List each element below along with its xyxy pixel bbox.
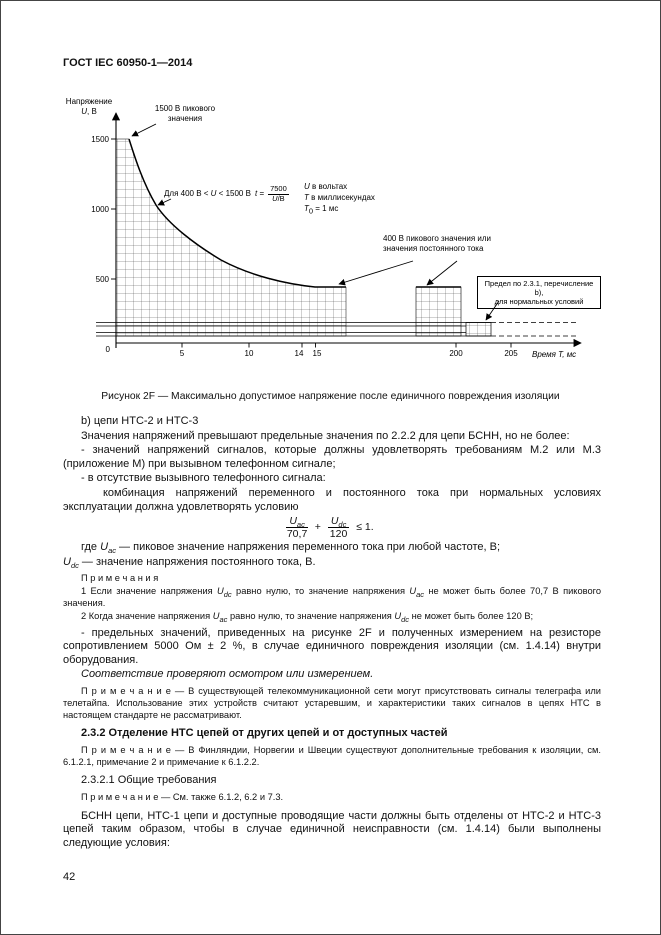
x-tick-label: 14 <box>294 349 304 358</box>
text-run: < 1500 В <box>216 189 251 198</box>
text-run: U <box>63 555 71 568</box>
text-run: значения <box>167 114 203 123</box>
text-run: где <box>81 541 101 554</box>
heading-2-3-2-1: 2.3.2.1 Общие требования <box>81 774 217 787</box>
list-item: - значений напряжений сигналов, которые должны удовлетворять требованиям М.2 или М.3 (приложение М) при вызывном телефонном сигнале; <box>63 444 601 470</box>
y-axis-title <box>61 97 117 117</box>
text-run: U <box>289 515 297 528</box>
operator: + <box>314 520 321 533</box>
operator: ≤ 1. <box>356 520 374 533</box>
x-tick-label: 15 <box>312 349 322 358</box>
x-axis-title: Время Т, мс <box>532 350 577 359</box>
text-run <box>304 192 375 203</box>
fraction <box>286 515 308 540</box>
definition-uac <box>63 541 601 555</box>
text-run: 400 В пикового значения или <box>383 234 492 243</box>
text-run: значения постоянного тока <box>383 244 484 253</box>
text-run: равно нулю, то значение напряжения <box>231 586 410 597</box>
text-run: t = <box>254 189 265 198</box>
y-tick-label: 0 <box>105 345 110 354</box>
text-run: dc <box>401 614 410 624</box>
paragraph: Значения напряжений превышают предельные значения по 2.2.2 для цепи БСНН, но не более: <box>81 429 570 442</box>
text-run: , В <box>87 107 97 116</box>
level-400-arrow-left <box>339 261 413 284</box>
text-run: dc <box>338 520 347 530</box>
text-run: 0 <box>308 206 314 216</box>
text-run: Для 400 В < <box>164 189 211 198</box>
note-see-also: П р и м е ч а н и е — См. также 6.1.2, 6.2 и 7.3. <box>81 792 284 803</box>
text-run: U <box>212 610 220 621</box>
document-header: ГОСТ IEC 60950-1—2014 <box>63 57 193 69</box>
text-run: U <box>210 189 217 198</box>
text-run: ac <box>219 614 228 624</box>
note-finland: П р и м е ч а н и е — В Финляндии, Норвегии и Швеции существуют дополнительные требования к изоляции, см. 6.1.2.1, примечание 2 и примечание к 6.1.2.2. <box>63 744 601 767</box>
fraction-denominator: 120 <box>329 528 348 541</box>
item-b-title: b) цепи НТС-2 и НТС-3 <box>81 415 199 427</box>
voltage-condition-formula <box>63 515 601 540</box>
x-tick-label: 205 <box>504 349 518 358</box>
fraction-denominator <box>272 195 285 204</box>
notes-title: П р и м е ч а н и я <box>81 573 159 584</box>
fraction-numerator <box>328 515 350 528</box>
text-run: dc <box>70 560 79 570</box>
fraction <box>268 185 289 203</box>
figure-caption: Рисунок 2F — Максимально допустимое напряжение после единичного повреждения изоляции <box>101 391 560 402</box>
peak-arrow <box>132 124 156 136</box>
text-run: в вольтах <box>309 182 348 191</box>
note-1 <box>63 586 601 610</box>
compliance-statement: Соответствие проверяют осмотром или измерением. <box>81 668 374 681</box>
text-run: U <box>304 182 310 191</box>
normal-conditions-limit-box <box>477 276 601 309</box>
text-run: для нормальных условий <box>494 297 584 306</box>
text-run: U <box>330 515 339 528</box>
text-run: U <box>217 586 224 597</box>
fraction-denominator: 70,7 <box>286 528 308 541</box>
peak-1500v-annotation <box>137 104 233 124</box>
note-2 <box>63 611 601 623</box>
text-run: — значение напряжения постоянного тока, В. <box>78 555 316 568</box>
text-run: равно нулю, то значение напряжения <box>227 610 395 621</box>
x-tick-label: 5 <box>179 349 185 358</box>
y-axis-title-line2 <box>61 107 117 117</box>
text-run: = 1 мс <box>313 204 339 213</box>
fraction <box>328 515 350 540</box>
hatched-region-normal-limit <box>466 323 491 337</box>
paragraph: комбинация напряжений переменного и постоянного тока при нормальных условиях эксплуатации должна удовлетворять условию <box>63 486 601 513</box>
figure-2f <box>61 93 606 385</box>
text-run: Предел по 2.3.1, перечисление b), <box>484 279 594 297</box>
text-run: в миллисекундах <box>308 193 375 202</box>
definition-udc <box>63 556 601 570</box>
y-tick-label: 1000 <box>91 205 109 214</box>
note-telegraph: П р и м е ч а н и е — В существующей телекоммуникационной сети могут присутствовать сигналы телеграфа или телетайпа. Использование этих устройств считают устаревшим, и характеристики таких сигналов в цепях НТС в настоящем стандарте не рассматривают. <box>63 685 601 720</box>
y-tick-label: 500 <box>95 275 109 284</box>
text-run: 1500 В пикового <box>154 104 216 113</box>
x-tick-label: 10 <box>244 349 254 358</box>
level-400-arrow-right <box>427 261 457 285</box>
heading-2-3-2: 2.3.2 Отделение НТС цепей от других цепей и от доступных частей <box>81 727 448 740</box>
hatched-region-200ms <box>416 287 461 336</box>
list-item: - предельных значений, приведенных на рисунке 2F и полученных измерением на резисторе сопротивлением 5000 Ом ± 2 %, в случае единичного повреждения изоляции (см. 1.4.14) внутри оборудования. <box>63 626 601 666</box>
body-text <box>63 415 601 852</box>
text-run: U <box>81 107 87 116</box>
text-run: U <box>100 541 109 554</box>
hatched-region-main <box>116 139 346 336</box>
text-run: ac <box>416 590 424 599</box>
y-axis-title-line1: Напряжение <box>65 97 113 106</box>
text-run <box>304 203 375 214</box>
text-run: не может быть более 120 В; <box>409 610 534 621</box>
x-tick-label: 200 <box>449 349 463 358</box>
fraction-numerator: 7500 <box>270 184 287 193</box>
units-annotation <box>304 181 375 214</box>
page-number: 42 <box>63 871 76 883</box>
text-run: U <box>409 586 417 597</box>
level-400v-annotation <box>383 234 533 254</box>
text-run: 1 Если значение напряжения <box>81 586 218 597</box>
text-run: Т <box>304 193 309 202</box>
text-run: 2 Когда значение напряжения <box>81 610 213 621</box>
paragraph: БСНН цепи, НТС-1 цепи и доступные проводящие части должны быть отделены от НТС-2 и НТС-3 цепей таким образом, чтобы в случае единичной неисправности (см. 1.4.14) были выполнены следующие условия: <box>63 809 601 850</box>
curve-formula-annotation <box>164 185 289 203</box>
text-run <box>304 181 375 192</box>
fraction-numerator <box>286 515 308 528</box>
list-item: - в отсутствие вызывного телефонного сигнала: <box>81 472 326 485</box>
text-run: ac <box>108 546 116 556</box>
text-run: dc <box>223 590 232 599</box>
text-run: ac <box>296 520 305 530</box>
y-tick-label: 1500 <box>91 135 109 144</box>
text-run <box>164 189 251 199</box>
text-run: U <box>272 193 278 203</box>
text-run: Т <box>304 204 309 213</box>
text-run: — пиковое значение напряжения переменного тока при любой частоте, В; <box>116 541 501 554</box>
text-run: не может быть более 70,7 В пикового значения. <box>63 586 601 608</box>
text-run: U <box>394 610 402 621</box>
text-run: /В <box>277 193 285 203</box>
